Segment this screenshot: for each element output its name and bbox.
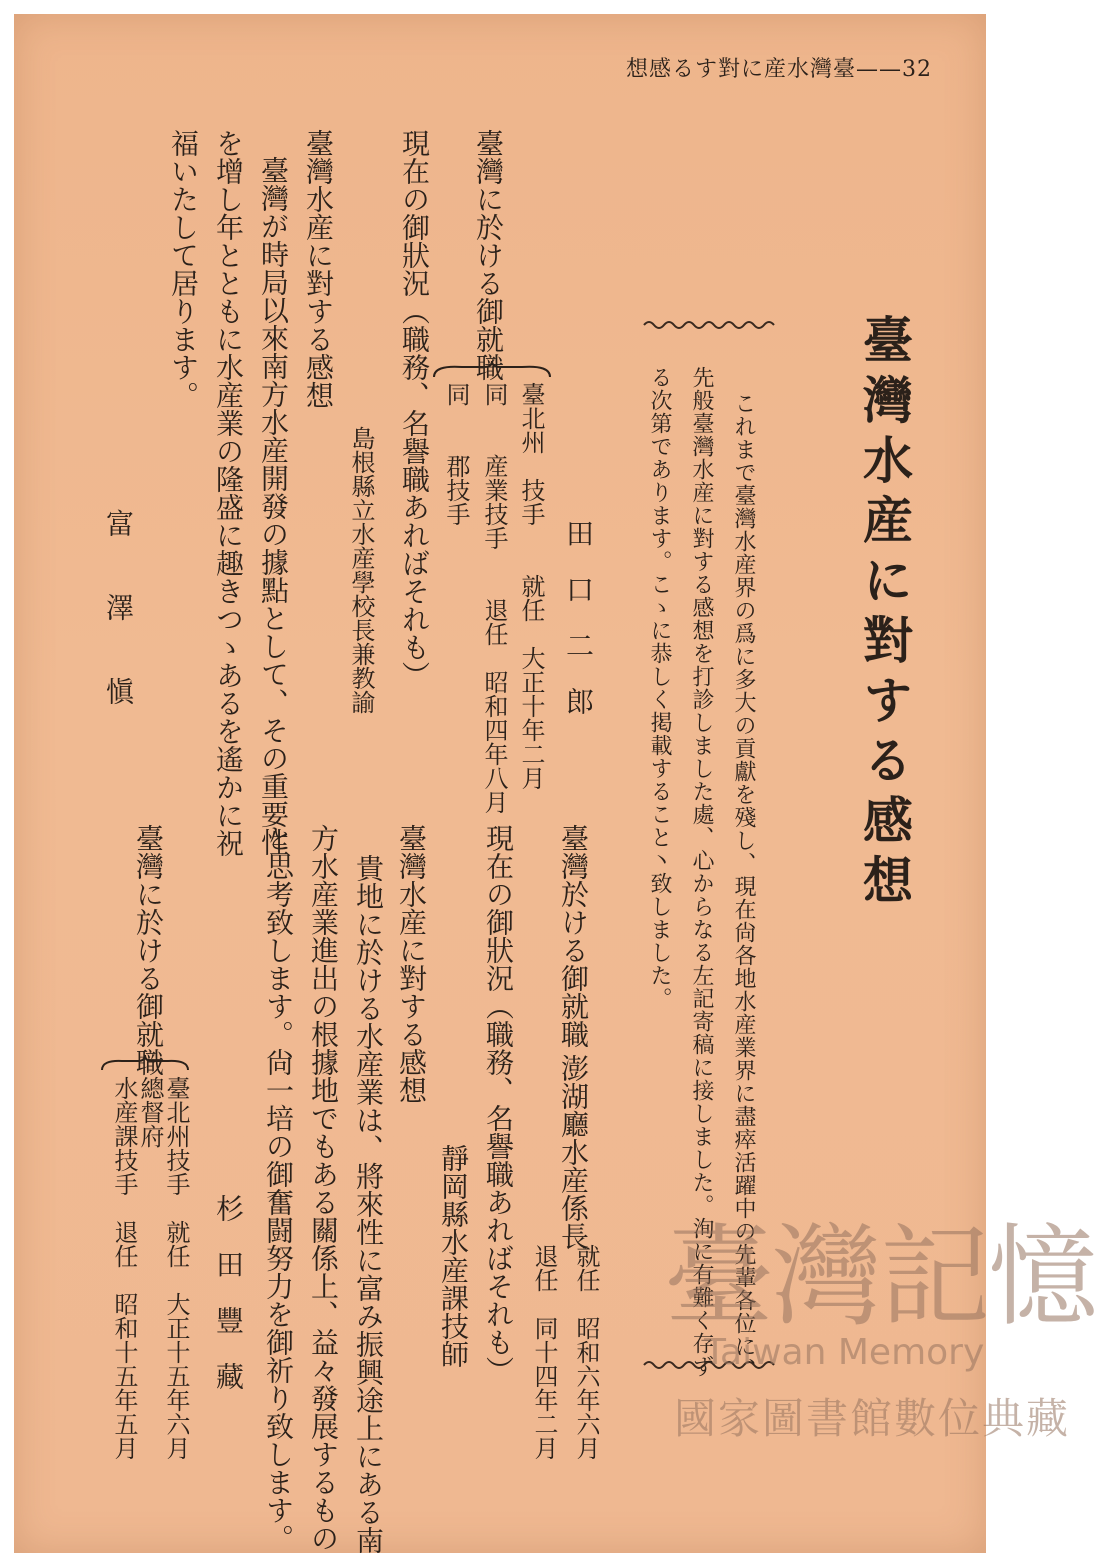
heading-position-sugita: 臺灣於ける御就職: [557, 824, 590, 1048]
impression-sugita-line-3: と思考致します。尙一培の御奮闘努力を御祈り致します。: [262, 824, 295, 1552]
magazine-page: [14, 14, 1096, 1554]
watermark-chinese: 國家圖書館數位典藏: [674, 1394, 1071, 1443]
article-title: 臺灣水産に對する感想: [855, 314, 914, 914]
impression-sugita-line-1: 貴地に於ける水産業は、將來性に富み振興途上にある南: [352, 854, 385, 1554]
positions2-line-1: 臺北州技手 就任 大正十五年六月: [162, 1076, 190, 1460]
position-dates-sugita-1: 就任 昭和六年六月: [572, 1244, 600, 1460]
brace-icon-2: [100, 1054, 190, 1074]
status-sugita: 靜岡縣水産課技師: [437, 1144, 470, 1368]
positions2-line-2: 總督府: [136, 1076, 164, 1148]
wavy-divider-top: [644, 319, 774, 331]
impression-line-2: を增し年とともに水産業の隆盛に趣きつゝあるを遙かに祝: [212, 129, 245, 857]
heading-position-tadokoro: 臺灣に於ける御就職: [472, 129, 505, 381]
position-line-1: 臺北州 技手 就任 大正十年二月: [517, 382, 545, 790]
heading-position-sugita-2: 臺灣に於ける御就職: [132, 824, 165, 1076]
impression-line-3: 福いたして居ります。: [167, 129, 200, 409]
positions2-line-3: 水産課技手 退任 昭和十五年五月: [110, 1076, 138, 1460]
contributor-name-sugita: 杉 田 豐 藏: [212, 1194, 245, 1390]
position-line-sugita-1: 澎湖廳水産係長: [557, 1054, 590, 1250]
intro-line-2: 先般臺灣水産に對する感想を打診しました處、心からなる左記寄稿に接しました。洵に有難く存ず: [689, 366, 714, 1378]
intro-line-3: る次第であります。こゝに恭しく掲載すること丶致しました。: [647, 366, 672, 1010]
position-line-2: 同 産業技手 退任 昭和四年八月: [480, 382, 508, 814]
impression-line-1: 臺灣が時局以來南方水産開發の據點として、その重要性: [257, 156, 290, 856]
heading-impression-tadokoro: 臺灣水産に對する感想: [302, 129, 335, 409]
intro-line-1: これまで臺灣水産界の爲に多大の貢獻を殘し、現在尙各地水産業界に盡瘁活躍中の先輩各位に、: [731, 392, 756, 1381]
status-tadokoro: 島根縣立水産學校長兼教諭: [347, 426, 375, 714]
signature-tomizawa: 富 澤 愼: [102, 509, 135, 705]
contributor-name-tadokoro: 田 口 二 郎: [562, 519, 595, 715]
watermark-english: Taiwan Memory: [704, 1332, 985, 1373]
heading-status-sugita: 現在の御狀況（職務、名譽職あればそれも）: [482, 824, 515, 1384]
watermark-logo: 臺灣記憶: [664, 1213, 1096, 1341]
running-header: 想感るす對に産水灣臺——32: [626, 57, 932, 82]
heading-status-tadokoro: 現在の御狀況（職務、名譽職あればそれも）: [398, 129, 431, 689]
heading-impression-sugita: 臺灣水産に對する感想: [395, 824, 428, 1104]
position-line-3: 同 郡技手: [442, 382, 470, 526]
position-dates-sugita-2: 退任 同十四年二月: [530, 1244, 558, 1460]
brace-icon: [432, 359, 552, 381]
impression-sugita-line-2: 方水産業進出の根據地でもある關係上、益々發展するもの: [307, 824, 340, 1552]
